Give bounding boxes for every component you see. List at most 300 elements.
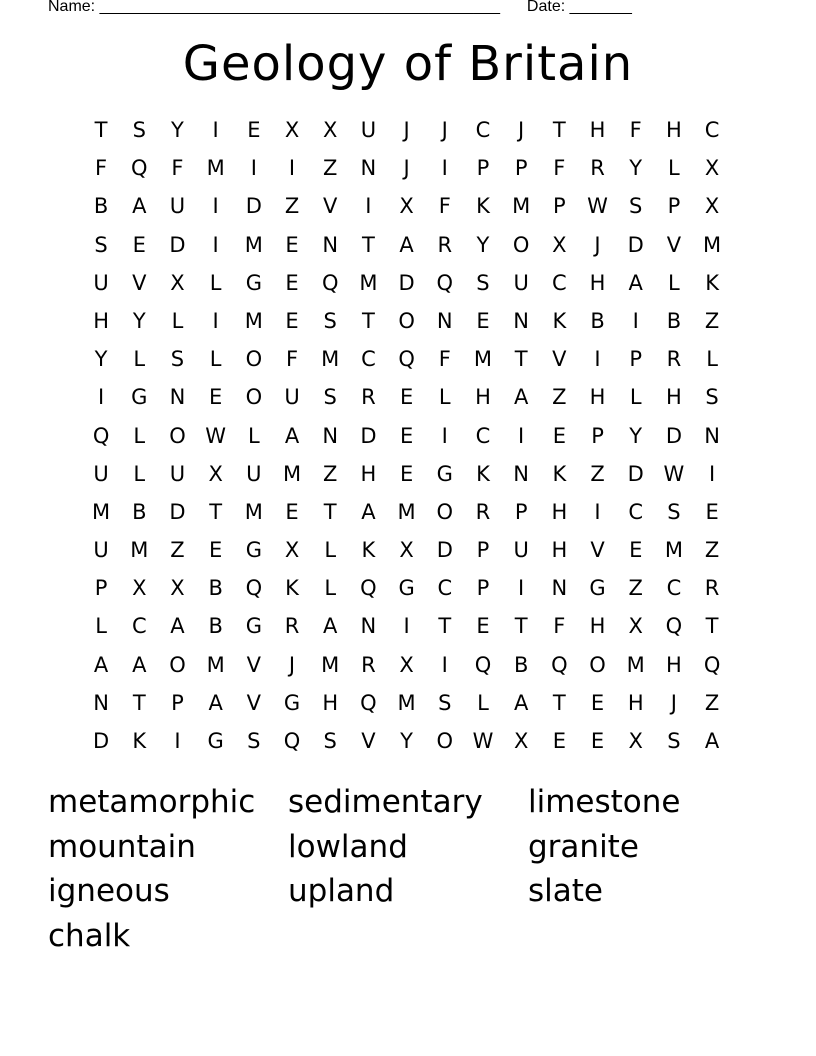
grid-cell[interactable]: L xyxy=(438,385,451,410)
grid-cell[interactable]: I xyxy=(594,499,601,524)
grid-cell[interactable]: X xyxy=(132,576,147,601)
grid-cell[interactable]: P xyxy=(94,576,108,601)
grid-cell[interactable]: E xyxy=(476,614,490,639)
grid-cell[interactable]: V xyxy=(246,690,262,715)
grid-cell[interactable]: Q xyxy=(321,270,339,295)
grid-cell[interactable]: S xyxy=(247,729,261,753)
grid-cell[interactable]: A xyxy=(361,499,376,524)
word-bank-item: upland xyxy=(288,873,395,910)
grid-cell[interactable]: A xyxy=(513,690,529,715)
grid-cell[interactable]: F xyxy=(629,118,642,142)
grid-row xyxy=(82,493,731,531)
grid-cell[interactable]: H xyxy=(360,461,377,486)
grid-cell[interactable]: B xyxy=(590,308,605,333)
grid-cell[interactable]: X xyxy=(704,194,720,219)
grid-cell[interactable]: L xyxy=(95,614,107,639)
grid-cell[interactable]: L xyxy=(477,690,489,715)
grid-cell[interactable]: U xyxy=(360,118,377,142)
grid-cell[interactable]: E xyxy=(399,461,414,486)
grid-cell[interactable]: U xyxy=(93,538,109,563)
grid-cell[interactable]: X xyxy=(399,538,414,563)
grid-cell[interactable]: T xyxy=(705,614,719,639)
grid-cell[interactable]: F xyxy=(438,347,451,372)
grid-cell[interactable]: A xyxy=(132,194,147,219)
grid-cell[interactable]: W xyxy=(587,194,608,219)
grid-cell[interactable]: M xyxy=(473,347,493,372)
grid-cell[interactable]: Z xyxy=(704,690,720,715)
grid-cell[interactable]: J xyxy=(441,118,448,142)
grid-cell[interactable]: D xyxy=(169,232,186,257)
grid-cell[interactable]: H xyxy=(666,118,682,142)
grid-cell[interactable]: L xyxy=(133,423,146,448)
grid-cell[interactable]: T xyxy=(361,232,375,257)
grid-cell[interactable]: W xyxy=(205,423,227,448)
grid-cell[interactable]: A xyxy=(323,614,338,639)
grid-row xyxy=(82,722,731,760)
grid-cell[interactable]: N xyxy=(704,423,720,448)
grid-cell[interactable]: X xyxy=(170,576,185,601)
grid-cell[interactable]: P xyxy=(591,423,604,448)
grid-cell[interactable]: I xyxy=(365,194,372,219)
grid-cell[interactable]: E xyxy=(285,308,299,333)
grid-cell[interactable]: P xyxy=(667,194,681,219)
grid-cell[interactable]: Z xyxy=(170,538,185,563)
grid-cell[interactable]: S xyxy=(323,308,337,333)
grid-cell[interactable]: M xyxy=(130,538,149,563)
grid-cell[interactable]: R xyxy=(437,232,453,257)
grid-cell[interactable]: Z xyxy=(590,461,605,486)
grid-cell[interactable]: R xyxy=(704,576,720,601)
grid-cell[interactable]: M xyxy=(359,270,378,295)
grid-cell[interactable]: M xyxy=(512,194,531,219)
grid-cell[interactable]: N xyxy=(513,461,530,486)
grid-cell[interactable]: Z xyxy=(284,194,300,219)
grid-cell[interactable]: X xyxy=(399,652,414,677)
grid-cell[interactable]: L xyxy=(209,270,222,295)
grid-cell[interactable]: M xyxy=(397,690,416,715)
grid-cell[interactable]: A xyxy=(170,614,185,639)
grid-cell[interactable]: U xyxy=(93,270,109,295)
grid-cell[interactable]: I xyxy=(212,118,219,142)
grid-cell[interactable]: P xyxy=(553,194,566,219)
grid-cell[interactable]: I xyxy=(288,156,296,181)
grid-cell[interactable]: H xyxy=(627,690,644,715)
grid-cell[interactable]: M xyxy=(321,652,340,677)
grid-cell[interactable]: I xyxy=(441,423,448,448)
grid-cell[interactable]: E xyxy=(285,270,299,295)
grid-cell[interactable]: K xyxy=(361,538,376,563)
grid-cell[interactable]: S xyxy=(667,729,681,753)
grid-cell[interactable]: N xyxy=(322,232,339,257)
grid-cell[interactable]: I xyxy=(212,308,219,333)
grid-cell[interactable]: Q xyxy=(436,270,454,295)
grid-cell[interactable]: A xyxy=(704,729,720,753)
grid-cell[interactable]: W xyxy=(663,461,685,486)
grid-cell[interactable]: K xyxy=(705,270,719,295)
grid-cell[interactable]: G xyxy=(398,576,415,601)
grid-cell[interactable]: L xyxy=(324,538,337,563)
grid-cell[interactable]: L xyxy=(133,461,146,486)
grid-cell[interactable]: D xyxy=(627,461,644,486)
grid-cell[interactable]: B xyxy=(208,576,223,601)
grid-cell[interactable]: S xyxy=(705,385,719,410)
grid-cell[interactable]: V xyxy=(361,729,376,753)
grid-cell[interactable]: E xyxy=(590,690,605,715)
grid-cell[interactable]: M xyxy=(244,232,263,257)
grid-cell[interactable]: A xyxy=(208,690,223,715)
grid-cell[interactable]: E xyxy=(399,385,414,410)
grid-cell[interactable]: Q xyxy=(283,729,301,753)
grid-cell[interactable]: M xyxy=(626,652,645,677)
grid-cell[interactable]: F xyxy=(95,156,108,181)
grid-cell[interactable]: O xyxy=(512,232,530,257)
grid-cell[interactable]: X xyxy=(284,118,300,142)
grid-cell[interactable]: K xyxy=(552,461,567,486)
grid-cell[interactable]: D xyxy=(169,499,186,524)
grid-cell[interactable]: M xyxy=(244,308,263,333)
grid-cell[interactable]: J xyxy=(403,156,410,181)
grid-cell[interactable]: Y xyxy=(476,232,490,257)
grid-cell[interactable]: R xyxy=(666,347,682,372)
grid-cell[interactable]: H xyxy=(666,652,682,677)
grid-cell[interactable]: V xyxy=(323,194,338,219)
grid-cell[interactable]: E xyxy=(399,423,414,448)
grid-cell[interactable]: C xyxy=(475,423,491,448)
grid-cell[interactable]: T xyxy=(514,347,528,372)
grid-cell[interactable]: D xyxy=(93,729,110,753)
grid-cell[interactable]: R xyxy=(361,385,376,410)
grid-cell[interactable]: X xyxy=(704,156,720,181)
grid-cell[interactable]: J xyxy=(403,118,410,142)
grid-cell[interactable]: Y xyxy=(132,308,146,333)
grid-cell[interactable]: B xyxy=(208,614,223,639)
grid-cell[interactable]: Y xyxy=(171,118,184,142)
grid-cell[interactable]: Y xyxy=(400,729,413,753)
grid-cell[interactable]: N xyxy=(360,156,377,181)
grid-cell[interactable]: P xyxy=(629,347,643,372)
grid-cell[interactable]: I xyxy=(518,423,525,448)
grid-cell[interactable]: O xyxy=(169,423,186,448)
grid-cell[interactable]: I xyxy=(97,385,105,410)
grid-cell[interactable]: U xyxy=(169,461,186,486)
grid-cell[interactable]: O xyxy=(245,347,263,372)
grid-cell[interactable]: Q xyxy=(551,652,568,677)
grid-cell[interactable]: C xyxy=(704,118,720,142)
grid-cell[interactable]: D xyxy=(627,232,644,257)
grid-cell[interactable]: G xyxy=(589,576,606,601)
grid-cell[interactable]: U xyxy=(513,538,529,563)
grid-cell[interactable]: Q xyxy=(360,576,377,601)
grid-cell[interactable]: F xyxy=(553,614,566,639)
grid-cell[interactable]: U xyxy=(513,270,529,295)
grid-cell[interactable]: S xyxy=(323,385,337,410)
grid-cell[interactable]: M xyxy=(282,461,302,486)
grid-cell[interactable]: Y xyxy=(629,423,643,448)
grid-cell[interactable]: B xyxy=(132,499,147,524)
grid-cell[interactable]: H xyxy=(666,385,682,410)
grid-cell[interactable]: U xyxy=(284,385,300,410)
grid-cell[interactable]: Q xyxy=(245,576,263,601)
grid-cell[interactable]: L xyxy=(247,423,260,448)
grid-cell[interactable]: J xyxy=(594,232,601,257)
grid-cell[interactable]: Q xyxy=(703,652,721,677)
grid-cell[interactable]: X xyxy=(170,270,185,295)
grid-cell[interactable]: P xyxy=(476,576,490,601)
grid-cell[interactable]: I xyxy=(212,194,219,219)
grid-cell[interactable]: G xyxy=(245,614,262,639)
grid-cell[interactable]: Y xyxy=(94,347,108,372)
grid-cell[interactable]: L xyxy=(324,576,337,601)
grid-cell[interactable]: H xyxy=(322,690,339,715)
grid-cell[interactable]: D xyxy=(436,538,453,563)
grid-cell[interactable]: N xyxy=(551,576,568,601)
grid-cell[interactable]: L xyxy=(209,347,222,372)
grid-cell[interactable]: Z xyxy=(704,308,720,333)
grid-cell[interactable]: B xyxy=(513,652,529,677)
grid-cell[interactable]: R xyxy=(284,614,300,639)
grid-cell[interactable]: G xyxy=(283,690,301,715)
name-blank[interactable]: _____________________________________________ xyxy=(99,0,501,15)
grid-cell[interactable]: E xyxy=(209,538,223,563)
grid-cell[interactable]: L xyxy=(706,347,718,372)
grid-cell[interactable]: Q xyxy=(398,347,415,372)
grid-cell[interactable]: S xyxy=(323,729,337,753)
grid-cell[interactable]: F xyxy=(553,156,566,181)
grid-cell[interactable]: G xyxy=(207,729,224,753)
grid-cell[interactable]: X xyxy=(628,729,643,753)
grid-cell[interactable]: S xyxy=(132,118,146,142)
grid-cell[interactable]: Z xyxy=(704,538,720,563)
grid-cell[interactable]: V xyxy=(666,232,682,257)
grid-cell[interactable]: I xyxy=(441,156,448,181)
grid-cell[interactable]: D xyxy=(398,270,415,295)
grid-row xyxy=(82,646,731,684)
grid-cell[interactable]: Z xyxy=(628,576,643,601)
word-bank-item: mountain xyxy=(48,828,196,865)
grid-cell[interactable]: A xyxy=(628,270,643,295)
grid-cell[interactable]: U xyxy=(93,461,109,486)
grid-cell[interactable]: R xyxy=(475,499,491,524)
grid-cell[interactable]: X xyxy=(399,194,414,219)
grid-cell[interactable]: X xyxy=(208,461,223,486)
grid-cell[interactable]: P xyxy=(476,156,490,181)
grid-cell[interactable]: M xyxy=(244,499,263,524)
grid-cell[interactable]: I xyxy=(174,729,181,753)
header-fields xyxy=(48,0,748,17)
grid-cell[interactable]: A xyxy=(399,232,414,257)
grid-cell[interactable]: A xyxy=(284,423,300,448)
grid-cell[interactable]: K xyxy=(552,308,567,333)
grid-cell[interactable]: I xyxy=(441,652,448,677)
grid-cell[interactable]: S xyxy=(629,194,643,219)
grid-cell[interactable]: S xyxy=(438,690,452,715)
grid-cell[interactable]: A xyxy=(513,385,529,410)
word-bank-item: lowland xyxy=(288,828,408,865)
grid-cell[interactable]: E xyxy=(247,118,261,142)
grid-cell[interactable]: I xyxy=(632,308,639,333)
grid-cell[interactable]: X xyxy=(628,614,643,639)
grid-cell[interactable]: Z xyxy=(552,385,567,410)
grid-cell[interactable]: S xyxy=(476,270,490,295)
grid-cell[interactable]: N xyxy=(93,690,109,715)
grid-cell[interactable]: B xyxy=(666,308,682,333)
grid-cell[interactable]: L xyxy=(668,156,680,181)
grid-cell[interactable]: M xyxy=(397,499,416,524)
grid-cell[interactable]: X xyxy=(284,538,300,563)
grid-cell[interactable]: K xyxy=(132,729,147,753)
grid-cell[interactable]: E xyxy=(629,538,643,563)
grid-cell[interactable]: X xyxy=(513,729,529,753)
grid-cell[interactable]: M xyxy=(703,232,722,257)
grid-cell[interactable]: W xyxy=(472,729,494,753)
grid-cell[interactable]: M xyxy=(206,652,225,677)
grid-cell[interactable]: Y xyxy=(629,156,643,181)
grid-cell[interactable]: M xyxy=(92,499,111,524)
grid-cell[interactable]: V xyxy=(246,652,262,677)
grid-cell[interactable]: Q xyxy=(474,652,492,677)
grid-cell[interactable]: Q xyxy=(131,156,148,181)
grid-cell[interactable]: N xyxy=(322,423,339,448)
date-blank[interactable]: _______ xyxy=(569,0,632,15)
grid-cell[interactable]: E xyxy=(132,232,146,257)
grid-cell[interactable]: E xyxy=(705,499,719,524)
grid-cell[interactable]: Q xyxy=(665,614,683,639)
grid-cell[interactable]: O xyxy=(398,308,415,333)
grid-cell[interactable]: D xyxy=(665,423,682,448)
grid-cell[interactable]: E xyxy=(590,729,605,753)
grid-cell[interactable]: T xyxy=(438,614,452,639)
grid-cell[interactable]: K xyxy=(285,576,299,601)
grid-cell[interactable]: C xyxy=(131,614,147,639)
grid-cell[interactable]: P xyxy=(476,538,490,563)
grid-cell[interactable]: X xyxy=(323,118,338,142)
grid-cell[interactable]: H xyxy=(589,385,606,410)
grid-cell[interactable]: D xyxy=(245,194,262,219)
grid-cell[interactable]: M xyxy=(321,347,340,372)
grid-row xyxy=(82,340,731,378)
grid-cell[interactable]: R xyxy=(590,156,605,181)
grid-cell[interactable]: E xyxy=(209,385,223,410)
grid-cell[interactable]: F xyxy=(285,347,299,372)
grid-cell[interactable]: G xyxy=(245,538,262,563)
grid-cell[interactable]: K xyxy=(476,194,490,219)
grid-cell[interactable]: E xyxy=(285,232,299,257)
grid-cell[interactable]: Q xyxy=(360,690,377,715)
grid-cell[interactable]: P xyxy=(514,499,528,524)
grid-cell[interactable]: C xyxy=(552,270,567,295)
grid-cell[interactable]: P xyxy=(171,690,184,715)
grid-cell[interactable]: H xyxy=(551,499,568,524)
grid-cell[interactable]: T xyxy=(323,499,337,524)
grid-cell[interactable]: H xyxy=(589,118,606,142)
grid-cell[interactable]: L xyxy=(629,385,642,410)
grid-cell[interactable]: G xyxy=(245,270,262,295)
grid-cell[interactable]: E xyxy=(285,499,299,524)
grid-cell[interactable]: E xyxy=(476,308,490,333)
grid-cell[interactable]: N xyxy=(436,308,453,333)
grid-cell[interactable]: C xyxy=(475,118,491,142)
grid-cell[interactable]: I xyxy=(594,347,601,372)
letter-grid xyxy=(82,111,731,760)
grid-cell[interactable]: Q xyxy=(92,423,110,448)
grid-cell[interactable]: I xyxy=(518,576,525,601)
grid-cell[interactable]: Z xyxy=(323,461,338,486)
grid-cell[interactable]: I xyxy=(403,614,410,639)
grid-cell[interactable]: L xyxy=(171,308,184,333)
grid-cell[interactable]: S xyxy=(94,232,108,257)
grid-cell[interactable]: H xyxy=(93,308,109,333)
grid-cell[interactable]: L xyxy=(668,270,680,295)
grid-cell[interactable]: O xyxy=(589,652,606,677)
grid-cell[interactable]: F xyxy=(438,194,451,219)
grid-cell[interactable]: U xyxy=(246,461,262,486)
grid-cell[interactable]: R xyxy=(361,652,376,677)
grid-cell[interactable]: A xyxy=(132,652,147,677)
grid-cell[interactable]: M xyxy=(664,538,683,563)
grid-cell[interactable]: T xyxy=(552,118,566,142)
grid-cell[interactable]: B xyxy=(93,194,109,219)
grid-cell[interactable]: X xyxy=(552,232,567,257)
grid-cell[interactable]: M xyxy=(206,156,225,181)
grid-cell[interactable]: V xyxy=(132,270,147,295)
grid-cell[interactable]: O xyxy=(169,652,186,677)
grid-cell[interactable]: T xyxy=(132,690,146,715)
grid-cell[interactable]: T xyxy=(361,308,375,333)
grid-cell[interactable]: H xyxy=(475,385,491,410)
grid-cell[interactable]: V xyxy=(552,347,567,372)
grid-cell[interactable]: T xyxy=(94,118,108,142)
grid-cell[interactable]: G xyxy=(131,385,148,410)
grid-cell[interactable]: T xyxy=(514,614,528,639)
grid-cell[interactable]: E xyxy=(552,729,566,753)
grid-cell[interactable]: H xyxy=(551,538,568,563)
grid-cell[interactable]: A xyxy=(93,652,109,677)
grid-cell[interactable]: C xyxy=(666,576,682,601)
grid-cell[interactable]: U xyxy=(169,194,186,219)
grid-cell[interactable]: I xyxy=(250,156,257,181)
grid-cell[interactable]: F xyxy=(171,156,184,181)
grid-cell[interactable]: N xyxy=(360,614,377,639)
grid-cell[interactable]: O xyxy=(436,729,454,753)
grid-cell[interactable]: L xyxy=(133,347,146,372)
grid-cell[interactable]: G xyxy=(436,461,453,486)
grid-cell[interactable]: T xyxy=(552,690,566,715)
grid-cell[interactable]: O xyxy=(245,385,263,410)
grid-cell[interactable]: I xyxy=(212,232,219,257)
grid-cell[interactable]: D xyxy=(360,423,377,448)
grid-cell[interactable]: S xyxy=(667,499,681,524)
grid-cell[interactable]: C xyxy=(437,576,453,601)
grid-cell[interactable]: K xyxy=(476,461,490,486)
grid-cell[interactable]: H xyxy=(589,614,606,639)
grid-cell[interactable]: T xyxy=(209,499,223,524)
grid-cell[interactable]: N xyxy=(169,385,186,410)
grid-cell[interactable]: J xyxy=(670,690,677,715)
grid-cell[interactable]: H xyxy=(589,270,606,295)
grid-cell[interactable]: J xyxy=(518,118,525,142)
grid-cell[interactable]: S xyxy=(170,347,185,372)
grid-cell[interactable]: N xyxy=(513,308,530,333)
grid-cell[interactable]: I xyxy=(708,461,716,486)
grid-cell[interactable]: V xyxy=(590,538,605,563)
grid-cell[interactable]: J xyxy=(288,652,296,677)
grid-cell[interactable]: P xyxy=(514,156,528,181)
grid-cell[interactable]: C xyxy=(628,499,644,524)
grid-cell[interactable]: O xyxy=(436,499,454,524)
grid-cell[interactable]: Z xyxy=(323,156,338,181)
grid-cell[interactable]: E xyxy=(552,423,566,448)
grid-cell[interactable]: C xyxy=(361,347,376,372)
